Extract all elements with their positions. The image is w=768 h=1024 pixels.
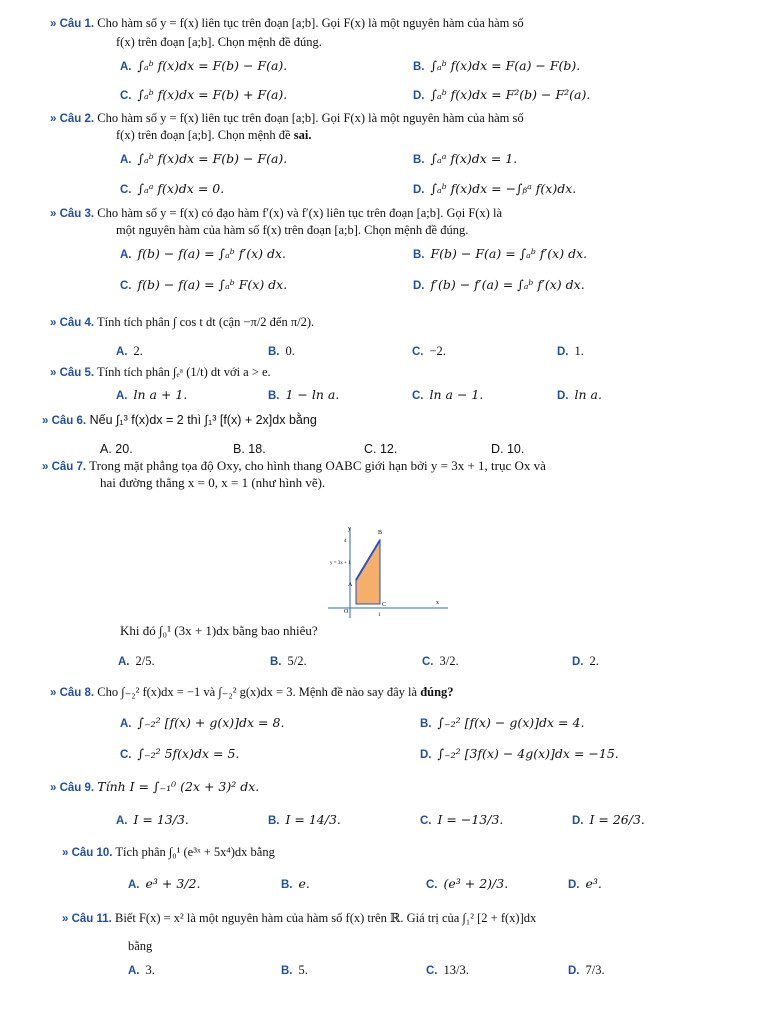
option-d[interactable]: D. 10. — [491, 442, 525, 456]
question-label: » Câu 11. — [62, 913, 112, 925]
question-text: Nếu ∫₁³ f(x)dx = 2 thì ∫₁³ [f(x) + 2x]dx bằng — [89, 413, 317, 427]
option-a[interactable]: A. f(b) − f(a) = ∫ₐᵇ f′(x) dx. — [120, 246, 286, 261]
question-text: Cho hàm số y = f(x) liên tục trên đoạn [a;b]. Gọi F(x) là một nguyên hàm của hàm số — [97, 16, 524, 30]
option-d[interactable]: D. ∫₋₂² [3f(x) − 4g(x)]dx = −15. — [420, 746, 619, 761]
question-label: » Câu 1. — [50, 18, 95, 30]
option-b[interactable]: B. 0. — [268, 344, 295, 358]
option-d[interactable]: D. ln a. — [557, 387, 602, 402]
trapezoid-figure — [318, 520, 458, 620]
option-c[interactable]: C. ln a − 1. — [412, 387, 484, 402]
question-text-cont: hai đường thẳng x = 0, x = 1 (như hình vẽ). — [100, 475, 326, 490]
question-label: » Câu 9. — [50, 782, 95, 794]
question-label: » Câu 5. — [50, 367, 95, 379]
option-b[interactable]: B. ∫ₐᵇ f(x)dx = F(a) − F(b). — [413, 58, 581, 73]
option-c[interactable]: C. 13/3. — [426, 963, 469, 977]
option-d[interactable]: D. ∫ₐᵇ f(x)dx = −∫ᵦᵃ f(x)dx. — [413, 181, 577, 196]
option-a[interactable]: A. 2. — [116, 344, 143, 358]
option-c[interactable]: C. f(b) − f(a) = ∫ₐᵇ F(x) dx. — [120, 277, 288, 292]
question-5 — [50, 364, 271, 381]
option-a[interactable]: A. 3. — [128, 963, 155, 977]
option-b[interactable]: B. F(b) − F(a) = ∫ₐᵇ f′(x) dx. — [413, 246, 588, 261]
question-4 — [50, 314, 314, 331]
question-7 — [42, 458, 546, 475]
option-c[interactable]: C. I = −13/3. — [420, 812, 504, 827]
option-c[interactable]: C. 3/2. — [422, 654, 459, 668]
question-10 — [62, 844, 275, 861]
question-text: Tính I = ∫₋₁⁰ (2x + 3)² dx. — [97, 779, 260, 794]
option-b[interactable]: B. 1 − ln a. — [268, 387, 340, 402]
question-text: Tích phân ∫₀¹ (e³ˣ + 5x⁴)dx bằng — [115, 845, 275, 859]
option-c[interactable]: C. (e³ + 2)/3. — [426, 876, 509, 891]
question-1 — [50, 15, 524, 32]
question-9 — [50, 779, 259, 796]
question-text: Tính tích phân ∫ cos t dt (cận −π/2 đến π/2). — [97, 315, 315, 329]
question-text: Cho hàm số y = f(x) có đạo hàm f′(x) và f′(x) liên tục trên đoạn [a;b]. Gọi F(x) là — [97, 206, 502, 220]
question-text: Biết F(x) = x² là một nguyên hàm của hàm số f(x) trên ℝ. Giá trị của ∫₁² [2 + f(x)]dx — [115, 911, 537, 925]
question-label: » Câu 10. — [62, 847, 113, 859]
option-c[interactable]: C. −2. — [412, 344, 446, 358]
option-d[interactable]: D. e³. — [568, 876, 602, 891]
option-a[interactable]: A. 20. — [100, 442, 133, 456]
question-label: » Câu 7. — [42, 461, 87, 473]
option-b[interactable]: B. 18. — [233, 442, 266, 456]
question-label: » Câu 8. — [50, 687, 95, 699]
question-label: » Câu 3. — [50, 208, 95, 220]
question-2 — [50, 110, 524, 127]
question-8: » Câu 8. Cho ∫₋₂² f(x)dx = −1 và ∫₋₂² g(x)dx = 3. Mệnh đề nào say đây là đúng? — [50, 685, 454, 699]
y-label: y — [348, 526, 351, 532]
option-b[interactable]: B. 5/2. — [270, 654, 307, 668]
option-c[interactable]: C. ∫ₐᵇ f(x)dx = F(b) + F(a). — [120, 87, 288, 102]
x-label: x — [436, 600, 439, 606]
option-b[interactable]: B. 5. — [281, 963, 308, 977]
option-b[interactable]: B. e. — [281, 876, 310, 891]
option-c[interactable]: C. 12. — [364, 442, 398, 456]
option-c[interactable]: C. ∫₋₂² 5f(x)dx = 5. — [120, 746, 240, 761]
option-d[interactable]: D. f′(b) − f′(a) = ∫ₐᵇ f′(x) dx. — [413, 277, 585, 292]
option-b[interactable]: B. ∫₋₂² [f(x) − g(x)]dx = 4. — [420, 715, 585, 730]
option-b[interactable]: B. ∫ₐᵃ f(x)dx = 1. — [413, 151, 518, 166]
question-text-cont: f(x) trên đoạn [a;b]. Chọn mệnh đề đúng. — [116, 35, 322, 49]
option-a[interactable]: A. 2/5. — [118, 654, 155, 668]
option-c[interactable]: C. ∫ₐᵃ f(x)dx = 0. — [120, 181, 225, 196]
option-a[interactable]: A. ∫ₐᵇ f(x)dx = F(b) − F(a). — [120, 151, 288, 166]
point-a-label: A — [348, 582, 353, 588]
option-a[interactable]: A. e³ + 3/2. — [128, 876, 201, 891]
question-label: » Câu 2. — [50, 113, 95, 125]
question-text-cont: một nguyên hàm của hàm số f(x) trên đoạn [a;b]. Chọn mệnh đề đúng. — [116, 223, 469, 237]
trapezoid-shape — [356, 540, 380, 604]
tick-4-label: 4 — [344, 539, 347, 544]
point-b-label: B — [378, 530, 383, 536]
option-a[interactable]: A. I = 13/3. — [116, 812, 189, 827]
point-c-label: C — [382, 602, 387, 608]
option-a[interactable]: A. ∫₋₂² [f(x) + g(x)]dx = 8. — [120, 715, 285, 730]
option-d[interactable]: D. 2. — [572, 654, 599, 668]
line-label: y = 3x + 1 — [330, 561, 351, 566]
origin-label: O — [344, 609, 349, 615]
question-6 — [42, 412, 317, 429]
question-text: Tính tích phân ∫ₑᵃ (1/t) dt với a > e. — [97, 365, 271, 379]
option-b[interactable]: B. I = 14/3. — [268, 812, 341, 827]
tick-1-label: 1 — [378, 613, 381, 618]
option-d[interactable]: D. I = 26/3. — [572, 812, 645, 827]
question-label: » Câu 6. — [42, 415, 87, 427]
question-3 — [50, 205, 502, 222]
option-d[interactable]: D. 1. — [557, 344, 584, 358]
question-text: Cho hàm số y = f(x) liên tục trên đoạn [a;b]. Gọi F(x) là một nguyên hàm của hàm số — [97, 111, 524, 125]
option-d[interactable]: D. 7/3. — [568, 963, 605, 977]
question-text-cont: f(x) trên đoạn [a;b]. Chọn mệnh đề sai. — [116, 128, 312, 142]
question-text: Trong mặt phẳng tọa độ Oxy, cho hình thang OABC giới hạn bởi y = 3x + 1, trục Ox và — [89, 458, 546, 473]
question-text-cont: bằng — [128, 939, 153, 953]
option-a[interactable]: A. ln a + 1. — [116, 387, 188, 402]
question-text: Cho ∫₋₂² f(x)dx = −1 và ∫₋₂² g(x)dx = 3. Mệnh đề nào say đây là — [97, 685, 421, 699]
question-11 — [62, 910, 536, 927]
option-d[interactable]: D. ∫ₐᵇ f(x)dx = F²(b) − F²(a). — [413, 87, 591, 102]
question-label: » Câu 4. — [50, 317, 95, 329]
option-a[interactable]: A. ∫ₐᵇ f(x)dx = F(b) − F(a). — [120, 58, 288, 73]
question-7-ask: Khi đó ∫₀¹ (3x + 1)dx bằng bao nhiêu? — [120, 623, 318, 638]
